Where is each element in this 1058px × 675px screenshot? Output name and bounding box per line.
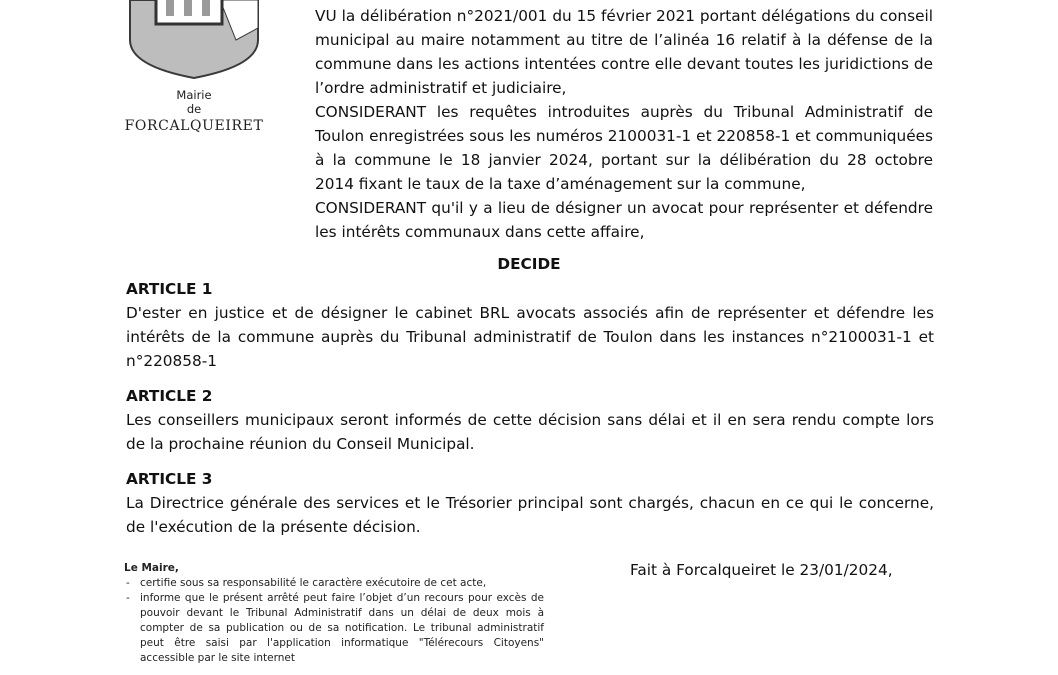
article-text: D'ester en justice et de désigner le cabinet BRL avocats associés afin de représenter et défendre les intérêts de la commune auprès du Tribunal administratif de Toulon dans les instances n°2100031-1 et n°220858-1 [126,304,934,370]
logo-line-mairie: Mairie [176,88,212,102]
maire-item-certifie: - certifie sous sa responsabilité le caractère exécutoire de cet acte, [124,576,544,591]
article-text: La Directrice générale des services et le Trésorier principal sont chargés, chacun en ce qui le concerne, de l'exécution de la présente décision. [126,494,934,536]
mairie-logo [118,0,270,140]
preamble-vu: VU la délibération n°2021/001 du 15 février 2021 portant délégations du conseil municipal au maire notamment au titre de l’alinéa 16 relatif à la défense de la commune dans les actions intentées contre elle devant toutes les juridictions de l’ordre administratif et judiciaire, [315,7,933,97]
logo-commune-name: FORCALQUEIRET [124,118,264,134]
maire-list [124,576,544,666]
maire-certification [124,561,544,666]
article-title: ARTICLE 2 [126,387,213,405]
maire-item-recours: - informe que le présent arrêté peut faire l’objet d’un recours pour excès de pouvoir devant le Tribunal Administratif dans un délai de deux mois à compter de sa publication ou de sa notification. Le tribunal administratif peut être saisi par l'application informatique "Télérecours Citoyens" accessible par le site internet [124,591,544,666]
maire-title: Le Maire, [124,562,179,574]
article-3 [126,467,934,539]
preamble-considerant-2: CONSIDERANT qu'il y a lieu de désigner un avocat pour représenter et défendre les intérêts communaux dans cette affaire, [315,199,933,241]
article-title: ARTICLE 3 [126,470,213,488]
article-1 [126,277,934,373]
preamble [315,4,933,244]
preamble-considerant-1: CONSIDERANT les requêtes introduites auprès du Tribunal Administratif de Toulon enregistrées sous les numéros 2100031-1 et 220858-1 et communiquées à la commune le 18 janvier 2024, portant sur la délibération du 28 octobre 2014 fixant le taux de la taxe d’aménagement sur la commune, [315,103,933,193]
coat-of-arms-icon [124,0,264,80]
article-2 [126,384,934,456]
decide-heading: DECIDE [497,255,561,273]
logo-line-de: de [186,102,202,116]
article-title: ARTICLE 1 [126,280,213,298]
signature-place-date: Fait à Forcalqueiret le 23/01/2024, [630,561,893,579]
article-text: Les conseillers municipaux seront informés de cette décision sans délai et il en sera rendu compte lors de la prochaine réunion du Conseil Municipal. [126,411,934,453]
